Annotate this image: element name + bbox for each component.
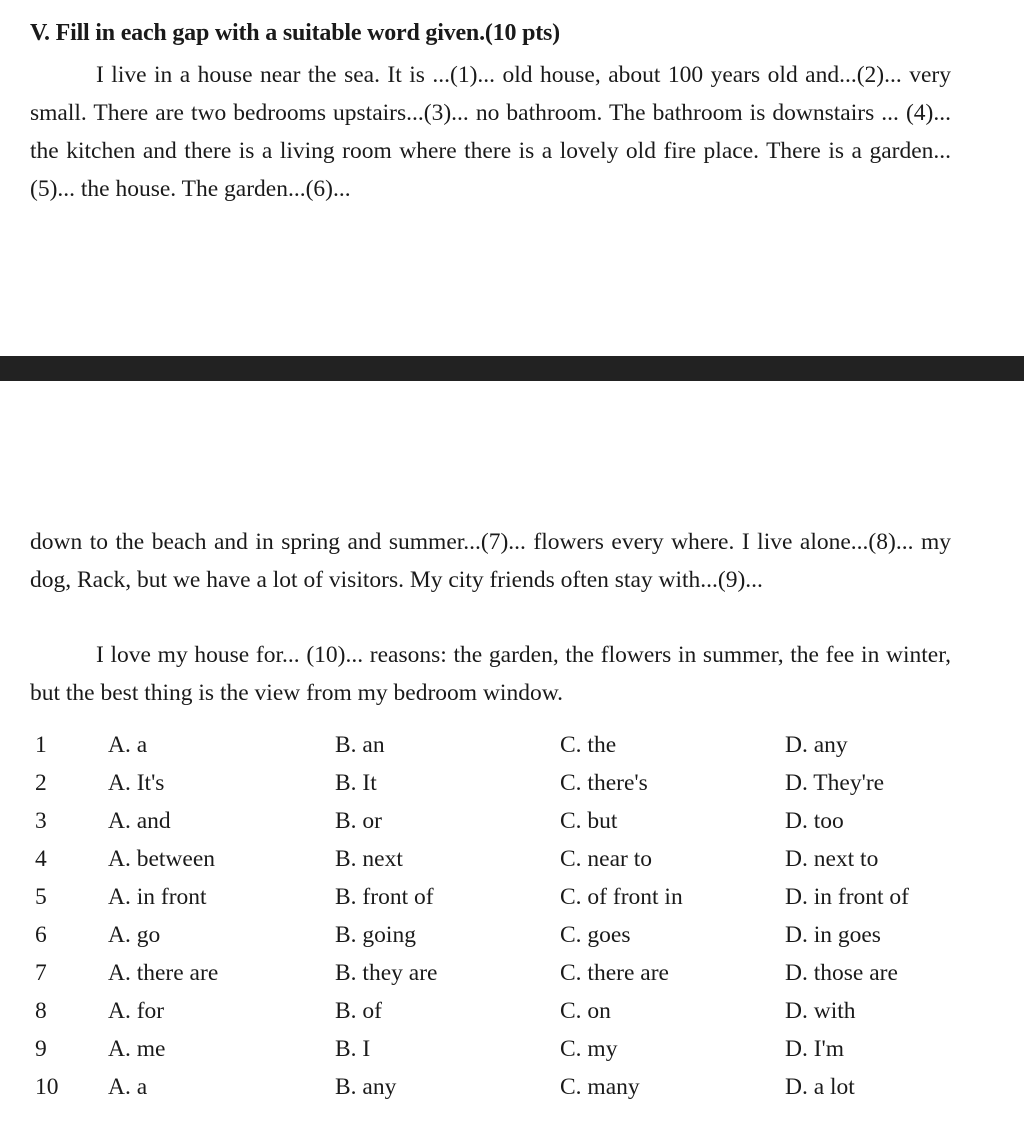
option-b: B. any xyxy=(335,1074,397,1100)
option-d: D. too xyxy=(785,808,844,834)
option-d: D. They're xyxy=(785,770,885,796)
option-a: A. me xyxy=(108,1036,166,1062)
option-row xyxy=(30,808,990,846)
option-d: D. in front of xyxy=(785,884,910,910)
question-number: 5 xyxy=(35,884,47,910)
option-b: B. they are xyxy=(335,960,438,986)
option-d: D. in goes xyxy=(785,922,881,948)
question-number: 2 xyxy=(35,770,47,796)
question-number: 7 xyxy=(35,960,47,986)
option-a: A. a xyxy=(108,732,148,758)
option-b: B. front of xyxy=(335,884,434,910)
black-divider-bar xyxy=(0,356,1024,381)
option-d: D. next to xyxy=(785,846,879,872)
option-c: C. there's xyxy=(560,770,648,796)
question-number: 10 xyxy=(35,1074,59,1100)
option-row xyxy=(30,960,990,998)
option-a: A. a xyxy=(108,1074,148,1100)
passage-paragraph-1: I live in a house near the sea. It is ...(1)... old house, about 100 years old and...(2)... very small. There are two bedrooms upstairs...(3)... no bathroom. The bathroom is downstairs ... (4)... the kitchen and there is a living room where there is a lovely old fire place. There is a garden...(5)... the house. The garden...(6)... xyxy=(30,62,951,202)
option-b: B. an xyxy=(335,732,385,758)
question-number: 1 xyxy=(35,732,47,758)
option-c: C. on xyxy=(560,998,611,1024)
option-a: A. there are xyxy=(108,960,219,986)
option-c: C. near to xyxy=(560,846,653,872)
option-row xyxy=(30,846,990,884)
option-row xyxy=(30,1036,990,1074)
answer-options-table xyxy=(30,732,990,1112)
option-b: B. of xyxy=(335,998,382,1024)
option-c: C. my xyxy=(560,1036,618,1062)
option-row xyxy=(30,770,990,808)
option-b: B. going xyxy=(335,922,416,948)
option-row xyxy=(30,732,990,770)
option-d: D. I'm xyxy=(785,1036,845,1062)
option-row xyxy=(30,922,990,960)
option-d: D. any xyxy=(785,732,848,758)
option-row xyxy=(30,998,990,1036)
option-row xyxy=(30,1074,990,1112)
passage-paragraph-2: down to the beach and in spring and summer...(7)... flowers every where. I live alone...(8)... my dog, Rack, but we have a lot of visitors. My city friends often stay with...(9)... xyxy=(30,529,951,593)
option-c: C. there are xyxy=(560,960,669,986)
question-number: 3 xyxy=(35,808,47,834)
option-c: C. but xyxy=(560,808,618,834)
option-a: A. and xyxy=(108,808,171,834)
option-c: C. goes xyxy=(560,922,631,948)
option-d: D. a lot xyxy=(785,1074,855,1100)
question-number: 4 xyxy=(35,846,47,872)
option-b: B. I xyxy=(335,1036,371,1062)
option-b: B. It xyxy=(335,770,377,796)
option-c: C. of front in xyxy=(560,884,683,910)
option-b: B. next xyxy=(335,846,403,872)
option-a: A. go xyxy=(108,922,161,948)
option-c: C. many xyxy=(560,1074,640,1100)
option-b: B. or xyxy=(335,808,382,834)
option-a: A. for xyxy=(108,998,165,1024)
option-a: A. It's xyxy=(108,770,165,796)
passage-paragraph-3: I love my house for... (10)... reasons: the garden, the flowers in summer, the fee in winter, but the best thing is the view from my bedroom window. xyxy=(30,642,951,706)
question-number: 6 xyxy=(35,922,47,948)
question-number: 8 xyxy=(35,998,47,1024)
exercise-heading: V. Fill in each gap with a suitable word given.(10 pts) xyxy=(30,20,560,46)
option-a: A. in front xyxy=(108,884,207,910)
option-row xyxy=(30,884,990,922)
option-a: A. between xyxy=(108,846,216,872)
option-d: D. with xyxy=(785,998,856,1024)
option-c: C. the xyxy=(560,732,617,758)
option-d: D. those are xyxy=(785,960,898,986)
question-number: 9 xyxy=(35,1036,47,1062)
